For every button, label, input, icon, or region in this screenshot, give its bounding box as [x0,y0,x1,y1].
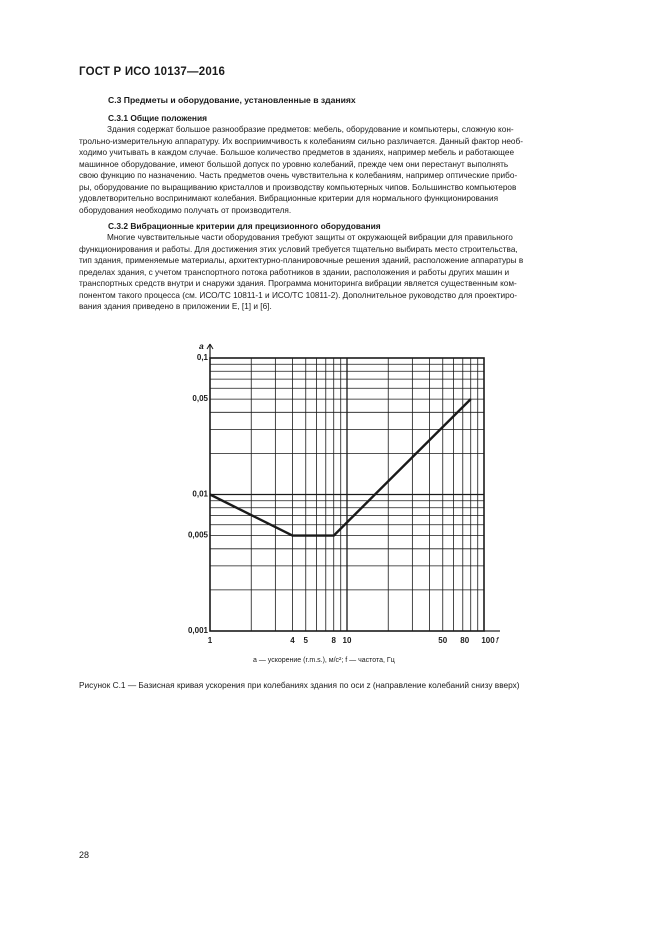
x-tick-label: 80 [460,636,470,645]
x-tick-label: 10 [342,636,352,645]
figure-caption: Рисунок С.1 — Базисная кривая ускорения при колебаниях здания по оси z (направление колебаний снизу вверх) [79,680,520,690]
x-tick-label: 5 [303,636,308,645]
text-line: Многие чувствительные части оборудования требуют защиты от окружающей вибрации для правильного [107,233,513,242]
x-tick-label: 4 [290,636,295,645]
x-tick-label: 50 [438,636,448,645]
subsection-1-title: С.3.1 Общие положения [108,113,207,123]
y-tick-label: 0,05 [192,394,208,404]
y-tick-label: 0,005 [187,530,208,540]
subsection-1-text [79,124,613,216]
acceleration-chart [170,338,520,653]
text-line: функционирования и работы. Для достижения этих условий требуется тщательно выбирать место строительства, [79,244,518,254]
text-line: машинное оборудование, имеют большой допуск по уровню колебаний, прежде чем они перестанут выполнять [79,159,509,169]
text-line: транспортных средств внутри и снаружи здания. Программа мониторинга вибрации является существенным ком- [79,279,517,288]
x-tick-label: 1 [207,636,213,645]
y-tick-label: 0,001 [187,626,208,635]
x-tick-label: 8 [331,636,336,645]
text-line: свою функцию по назначению. Часть предметов очень чувствительна к колебаниям, например оптические прибо- [79,171,518,180]
subsection-2-title: С.3.2 Вибрационные критерии для прецизионного оборудования [108,221,381,231]
subsection-2-text [79,232,613,313]
text-line: оборудования необходимо получать от производителя. [79,205,292,215]
document-header: ГОСТ Р ИСО 10137—2016 [79,66,226,78]
page-number: 28 [79,850,90,860]
text-line: тип здания, применяемые материалы, архитектурно-планировочные решения зданий, расположение аппаратуры в [79,256,524,265]
text-line: вания здания приведено в приложении Е, [1] и [6]. [79,302,272,311]
text-line: ры, оборудование по выращиванию кристаллов и производству компьютерных чипов. Большинство компьютеров [79,182,517,192]
y-tick-label: 0,01 [192,489,208,499]
x-axis-label: f [496,635,499,645]
text-line: Здания содержат большое разнообразие предметов: мебель, оборудование и компьютеры, сложную кон- [107,125,514,134]
text-line: ходимо учитывать в каждом случае. Большое количество предметов в зданиях, например мебель и работающее [79,148,515,157]
y-tick-label: 0,1 [196,353,208,362]
x-tick-label: 100 [481,636,495,645]
text-line: удовлетворительно воспринимают колебания. Вибрационные критерии для нормального функционирования [79,194,499,203]
text-line: трольно-измерительную аппаратуру. Их восприимчивость к колебаниям сильно различается. Данный фактор необ- [79,136,523,146]
figure-legend: a — ускорение (r.m.s.), м/с²; f — частота, Гц [253,657,395,664]
y-axis-label: a [199,341,204,351]
text-line: понентом такого процесса (см. ИСО/ТС 10811-1 и ИСО/ТС 10811-2). Дополнительное руководство для проектиро- [79,290,518,300]
section-title: С.3 Предметы и оборудование, установленные в зданиях [108,95,356,105]
text-line: пределах здания, с учетом транспортного потока работников в здании, расположения и работы других машин и [79,267,510,277]
